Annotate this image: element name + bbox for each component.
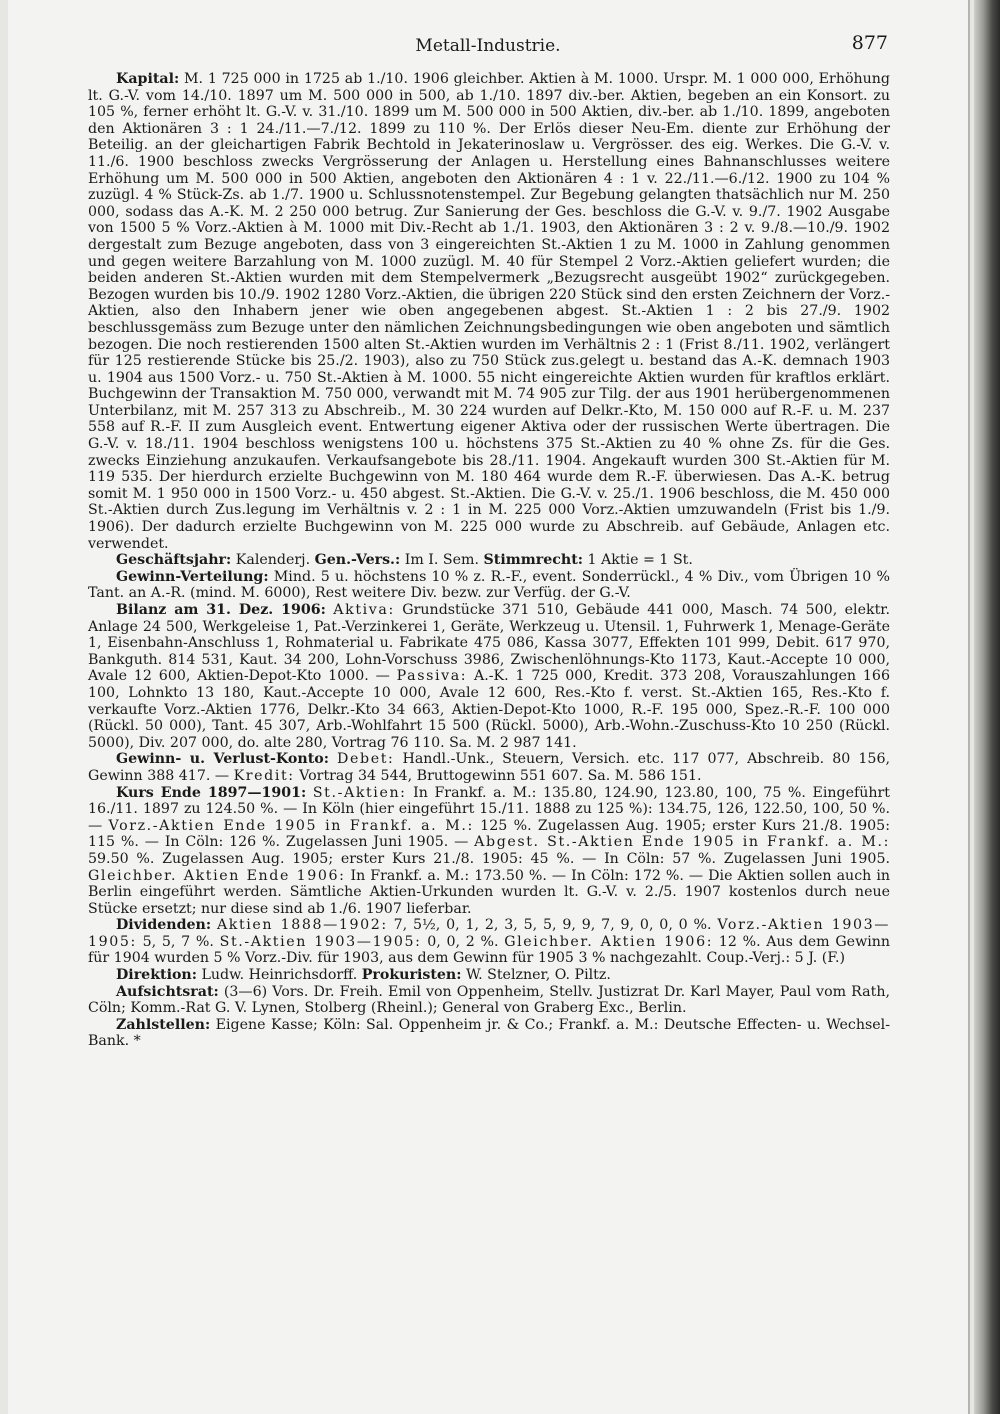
spaced-heading: Vorz.-Aktien Ende 1905 in Frankf. a. M.: bbox=[108, 817, 474, 834]
section-label: Zahlstellen: bbox=[116, 1016, 211, 1033]
section-text: Mind. 5 u. höchstens 10 % z. R.-F., event. Sonderrückl., 4 % Div., vom Übrigen 10 % Tant. an A.-R. (mind. M. 6000), Rest weitere Div. bezw. zur Verfüg. der G.-V. bbox=[88, 568, 890, 602]
section-aufsichtsrat bbox=[88, 984, 890, 1017]
section-text: 12 %. Aus dem Gewinn für 1904 wurden 5 % Vorz.-Div. für 1903, aus dem Gewinn für 1905 3 % nachgezahlt. Coup.-Verj.: 5 J. (F.) bbox=[88, 933, 891, 967]
page-number: 877 bbox=[851, 32, 888, 54]
section-text: M. 1 725 000 in 1725 ab 1./10. 1906 gleichber. Aktien à M. 1000. Urspr. M. 1 000 000, Erhöhung lt. G.-V. vom 14./10. 1897 um M. 500 000 in 500, ab 1./10. 1897 div.-ber. Aktien, begeben an ein Konsort. zu 105 %, ferner erhöht lt. G.-V. v. 31./10. 1899 um M. 500 000 in 500 Aktien, div.-ber. ab 1./10. 1899, angeboten den Aktionären 3 : 1 24./11.—7./12. 1899 zu 110 %. Der Erlös dieser Neu-Em. diente zur Erhöhung der Beteilig. an der gleichartigen Fabrik Bechtold in Jekaterinoslaw u. Vergrösser. des eig. Werkes. Die G.-V. v. 11./6. 1900 beschloss zwecks Vergrösserung der Anlagen u. Herstellung eines Bahnanschlusses weitere Erhöhung um M. 500 000 in 500 Aktien, angeboten den Aktionären 4 : 1 v. 22./11.—6./12. 1900 zu 104 % zuzügl. 4 % Stück-Zs. ab 1./7. 1900 u. Schlussnotenstempel. Zur Begebung gelangten thatsächlich nur M. 250 000, sodass das A.-K. M. 2 250 000 betrug. Zur Sanierung der Ges. beschloss die G.-V. v. 9./7. 1902 Ausgabe von 1500 5 % Vorz.-Aktien à M. 1000 mit Div.-Recht ab 1./1. 1903, den Aktionären 3 : 2 v. 9./8.—10./9. 1902 dergestalt zum Bezuge angeboten, dass von 3 eingereichten St.-Aktien 1 zu M. 1000 in Zahlung genommen und gegen weitere Barzahlung von M. 1000 zuzügl. M. 40 für Stempel 2 Vorz.-Aktien geliefert wurden; die beiden anderen St.-Aktien wurden mit dem Stempelvermerk „Bezugsrecht ausgeübt 1902“ zurückgegeben. Bezogen wurden bis 10./9. 1902 1280 Vorz.-Aktien, die übrigen 220 Stück sind den ersten Zeichnern der Vorz.-Aktien, also den Inhabern jener wie oben angegebenen abgest. St.-Aktien 1 : 2 bis 27./9. 1902 beschlussgemäss zum Bezuge unter den nämlichen Zeichnungsbedingungen wie oben angeboten und sämtlich bezogen. Die noch restierenden 1500 alten St.-Aktien wurden im Verhältnis 2 : 1 (Frist 8./11. 1902, verlängert für 125 restierende Stücke bis 25./2. 1903), also zu 750 Stück zus.gelegt u. bestand das A.-K. demnach 1903 u. 1904 aus 1500 Vorz.- u. 750 St.-Aktien à M. 1000. 55 nicht eingereichte Aktien wurden für kraftlos erklärt. Buchgewinn der Transaktion M. 750 000, verwandt mit M. 74 905 zur Tilg. der aus 1901 herübergenommenen Unterbilanz, mit M. 257 313 zu Abschreib., M. 30 224 wurden auf Delkr.-Kto, M. 150 000 auf R.-F. u. M. 237 558 auf R.-F. II zum Ausgleich event. Entwertung eigener Aktiva oder der russischen Werte übertragen. Die G.-V. v. 18./11. 1904 beschloss wenigstens 100 u. höchstens 375 St.-Aktien zu 40 % ohne Zs. für die Ges. zwecks Einziehung anzukaufen. Verkaufsangebote bis 28./11. 1904. Angekauft wurden 300 St.-Aktien für M. 119 535. Der hierdurch erzielte Buchgewinn von M. 180 464 wurde dem R.-F. überwiesen. Das A.-K. betrug somit M. 1 950 000 in 1500 Vorz.- u. 450 abgest. St.-Aktien. Die G.-V. v. 25./1. 1906 beschloss, die M. 450 000 St.-Aktien durch Zus.legung im Verhältnis v. 2 : 1 in M. 225 000 Vorz.-Aktien umzuwandeln (Frist bis 1./9. 1906). Der dadurch erzielte Buchgewinn von M. 225 000 wurde zu Abschreib. auf Gebäude, Anlagen etc. verwendet. bbox=[88, 71, 890, 552]
section-label: Geschäftsjahr: bbox=[116, 552, 232, 569]
section-kurs bbox=[88, 785, 890, 918]
running-title: Metall-Industrie. bbox=[415, 36, 561, 56]
section-text: Handl.-Unk., Steuern, Versich. etc. 117 077, Abschreib. 80 156, Gewinn 388 417. — bbox=[88, 751, 890, 784]
section-text: 0, 0, 2 %. bbox=[421, 933, 505, 950]
section-label: Gewinn- u. Verlust-Konto: bbox=[116, 751, 329, 768]
section-text: 1 Aktie = 1 St. bbox=[583, 552, 693, 569]
section-text: W. Stelzner, O. Piltz. bbox=[461, 967, 611, 984]
section-text: 59.50 %. Zugelassen Aug. 1905; erster Kurs 21./8. 1905: 45 %. — In Cöln: 57 %. Zugelassen Juni 1905. bbox=[88, 850, 890, 867]
section-label: Gewinn-Verteilung: bbox=[116, 568, 269, 585]
section-zahlstellen bbox=[88, 1017, 890, 1050]
section-label: Direktion: bbox=[116, 967, 197, 984]
section-kapital bbox=[88, 71, 890, 552]
spaced-heading: Debet: bbox=[337, 751, 395, 768]
section-text: In Frankf. a. M.: 135.80, 124.90, 123.80, 100, 75 %. Eingeführt 16./11. 1897 zu 124.50 %. — In Köln (hier eingeführt 15./11. 1888 zu 125 %): 134.75, 126, 122.50, 100, 50 %. — bbox=[88, 784, 890, 834]
section-text: Im I. Sem. bbox=[400, 552, 484, 569]
section-text: 5, 5, 7 %. bbox=[136, 933, 220, 950]
section-label: Kurs Ende 1897—1901: bbox=[116, 784, 307, 801]
section-dividenden bbox=[88, 917, 890, 967]
section-text: Ludw. Heinrichsdorff. bbox=[196, 967, 362, 984]
section-label: Prokuristen: bbox=[361, 967, 462, 984]
section-gewinn-verlust bbox=[88, 751, 890, 784]
section-bilanz bbox=[88, 602, 890, 751]
spaced-heading: Kredit: bbox=[233, 767, 295, 784]
section-label: Bilanz am 31. Dez. 1906: bbox=[116, 602, 326, 618]
article-body bbox=[88, 71, 890, 1050]
section-gewinn-verteilung bbox=[88, 569, 890, 602]
section-direktion bbox=[88, 967, 890, 984]
section-text: (3—6) Vors. Dr. Freih. Emil von Oppenheim, Stellv. Justizrat Dr. Karl Mayer, Paul vom Rath, Cöln; Komm.-Rat G. V. Lynen, Stolberg (Rheinl.); General von Graberg Exc., Berlin. bbox=[88, 983, 890, 1017]
spaced-heading: Gleichber. Aktien Ende 1906: bbox=[88, 867, 346, 884]
spaced-heading: Aktiva: bbox=[333, 602, 395, 618]
section-text: Kalenderj. bbox=[231, 552, 315, 569]
section-text: In Frankf. a. M.: 173.50 %. — In Cöln: 172 %. — Die Aktien sollen auch in Berlin eingeführt werden. Sämtliche Aktien-Urkunden wurden lt. G.-V. v. 2./5. 1907 kostenlos durch neue Stücke ersetzt; nur diese sind ab 1./6. 1907 lieferbar. bbox=[88, 867, 890, 917]
spaced-heading: St.-Aktien: bbox=[312, 784, 407, 801]
section-text: 125 %. Zugelassen Aug. 1905; erster Kurs 21./8. 1905: 115 %. — In Cöln: 126 %. Zugelassen Juni 1905. — bbox=[88, 817, 890, 851]
section-text: 7, 5½, 0, 1, 2, 3, 5, 5, 9, 9, 7, 9, 0, 0, 0 %. bbox=[387, 917, 718, 934]
spaced-heading: Aktien 1888—1902: bbox=[216, 917, 388, 934]
section-text: Grundstücke 371 510, Gebäude 441 000, Masch. 74 500, elektr. Anlage 24 500, Werkgeleise 1, Pat.-Verzinkerei 1, Geräte, Werkzeug u. Utensil. 1, Fuhrwerk 1, Menage-Geräte 1, Eisenbahn-Anschluss 1, Rohmaterial u. Fabrikate 475 086, Kassa 3077, Effekten 101 999, Debit. 617 970, Bankguth. 814 531, Kaut. 34 200, Lohn-Vorschuss 3986, Zwischenlöhnungs-Kto 1173, Kaut.-Accepte 10 000, Avale 12 600, Aktien-Depot-Kto 1000. — bbox=[88, 602, 891, 685]
spaced-heading: Vorz.-Aktien 1903—1905: bbox=[88, 917, 890, 950]
section-text: Vortrag 34 544, Bruttogewinn 551 607. Sa. M. 586 151. bbox=[294, 767, 702, 784]
section-label: Dividenden: bbox=[116, 917, 212, 934]
section-label: Kapital: bbox=[116, 71, 180, 87]
page-header bbox=[88, 32, 888, 62]
spaced-heading: St.-Aktien 1903—1905: bbox=[219, 933, 422, 950]
spaced-heading: Gleichber. Aktien 1906: bbox=[504, 933, 714, 950]
section-label: Stimmrecht: bbox=[483, 552, 583, 569]
section-text: A.-K. 1 725 000, Kredit. 373 208, Vorauszahlungen 166 100, Lohnkto 13 180, Kaut.-Accepte 10 000, Avale 12 600, Res.-Kto f. verst. St.-Aktien 165, Res.-Kto f. verkaufte Vorz.-Aktien 1776, Delkr.-Kto 34 663, Aktien-Depot-Kto 1000, R.-F. 195 000, Spez.-R.-F. 100 000 (Rückl. 50 000), Tant. 45 307, Arb.-Wohlfahrt 15 500 (Rückl. 5000), Arb.-Wohn.-Zuschuss-Kto 10 250 (Rückl. 5000), Div. 207 000, do. alte 280, Vortrag 76 110. Sa. M. 2 987 141. bbox=[88, 668, 890, 751]
section-geschaeftsjahr bbox=[88, 552, 890, 569]
page-edge-line bbox=[968, 0, 970, 1414]
spaced-heading: Passiva: bbox=[396, 668, 468, 685]
spaced-heading: Abgest. St.-Aktien Ende 1905 in Frankf. a. M.: bbox=[474, 834, 890, 851]
section-text: Eigene Kasse; Köln: Sal. Oppenheim jr. & Co.; Frankf. a. M.: Deutsche Effecten- u. Wechsel-Bank. * bbox=[88, 1016, 890, 1050]
section-label: Aufsichtsrat: bbox=[116, 983, 219, 1000]
section-label: Gen.-Vers.: bbox=[314, 552, 401, 569]
book-spine bbox=[974, 0, 1000, 1414]
